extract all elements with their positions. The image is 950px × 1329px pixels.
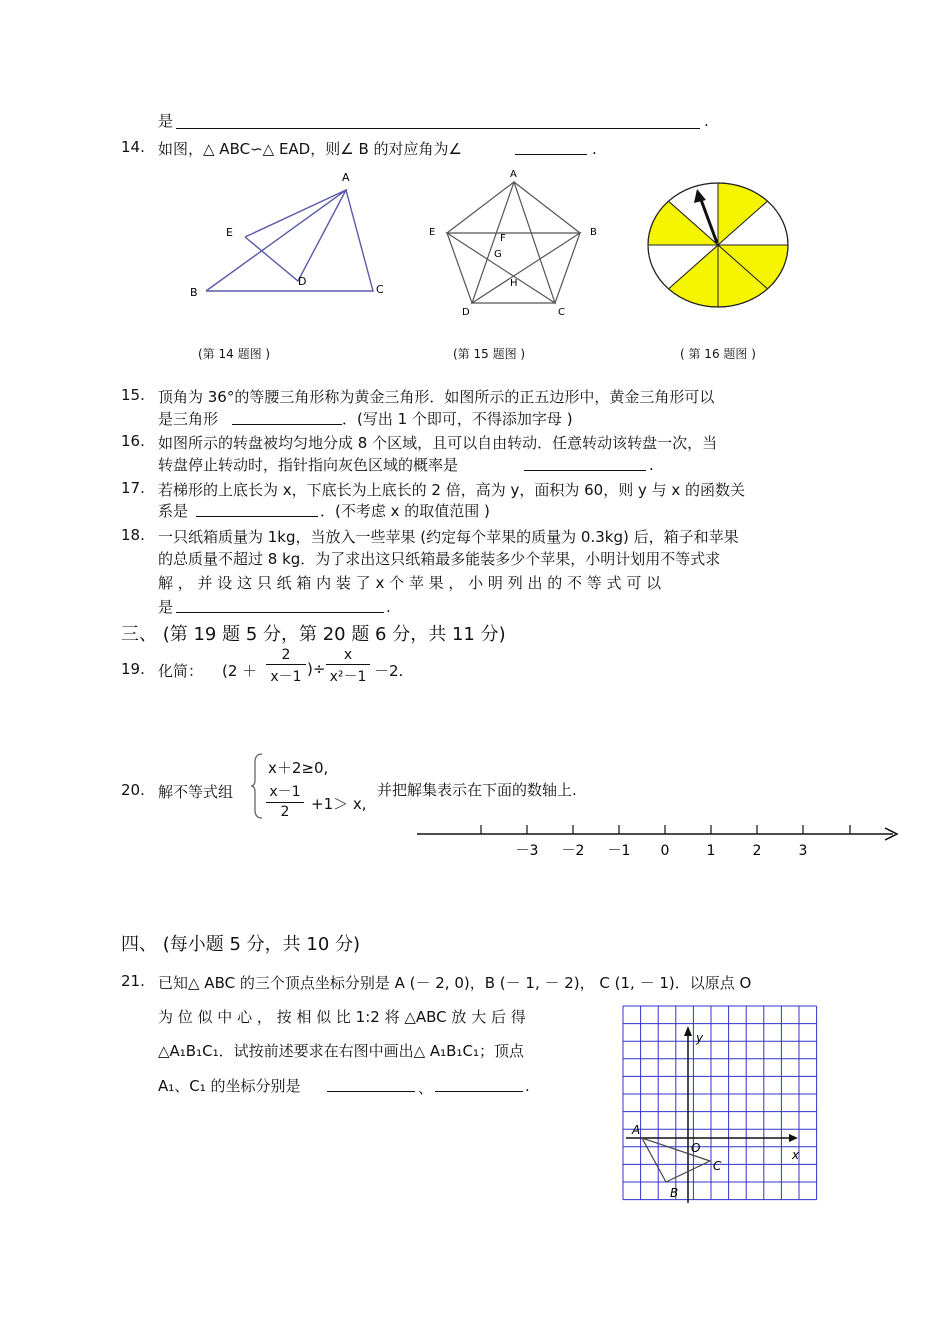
q21-number: 21. [121, 972, 145, 990]
q19-frac2-denominator: x²－1 [329, 669, 367, 685]
fig15-label-D: D [462, 307, 470, 318]
q21-answer-blank-a1[interactable] [327, 1091, 415, 1092]
q15-line2-suffix: ．(写出 1 个即可，不得添加字母 ) [342, 410, 573, 428]
q21-line4-sep: 、 [418, 1079, 434, 1097]
fig14-label-C: C [376, 283, 384, 296]
fig15-label-A: A [510, 169, 517, 180]
grid-label-C: C [713, 1159, 722, 1173]
q14-answer-blank[interactable] [515, 154, 587, 155]
q17-number: 17. [121, 479, 145, 497]
grid-label-A: A [632, 1123, 641, 1137]
q17-line2-suffix: ．(不考虑 x 的取值范围 ) [320, 502, 490, 520]
q18-line4-prefix: 是 [158, 598, 174, 616]
q21-line4-prefix: A₁、C₁ 的坐标分别是 [158, 1077, 301, 1095]
q21-answer-blank-c1[interactable] [435, 1091, 523, 1092]
q16-line2: 转盘停止转动时，指针指向灰色区域的概率是 [158, 456, 459, 474]
q19-label: 化简： [158, 662, 204, 680]
grid-label-O: O [691, 1141, 701, 1155]
q21-line3: △A₁B₁C₁．试按前述要求在右图中画出△ A₁B₁C₁；顶点 [158, 1042, 524, 1060]
fig14-caption: (第 14 题图 ) [198, 347, 271, 361]
figure-15 [420, 165, 610, 325]
q15-line2-prefix: 是三角形 [158, 410, 219, 428]
q17-line2-prefix: 系是 [158, 502, 189, 520]
fig14-label-E: E [226, 226, 233, 239]
q20-frac-numerator: x－1 [269, 784, 301, 800]
q13-prefix: 是 [158, 112, 174, 130]
q19-number: 19. [121, 660, 145, 678]
number-line-label: 2 [752, 843, 762, 859]
q18-answer-blank[interactable] [176, 612, 384, 613]
number-line-label: －2 [561, 843, 585, 859]
q19-close-div: )÷ [307, 660, 326, 678]
fig15-label-G: G [494, 249, 502, 260]
q20-inequality-1: x＋2≥0, [268, 759, 329, 777]
number-line-label: 1 [706, 843, 716, 859]
q20-instruction: 并把解集表示在下面的数轴上. [377, 781, 577, 799]
q14-text: 如图，△ ABC∽△ EAD，则∠ B 的对应角为∠ [158, 140, 462, 158]
number-line-label: －3 [515, 843, 539, 859]
fig15-label-H: H [510, 278, 518, 289]
number-line-label: 3 [798, 843, 808, 859]
q19-tail: －2. [374, 662, 404, 680]
fig15-caption: (第 15 题图 ) [453, 347, 526, 361]
q19-frac1-numerator: 2 [281, 647, 291, 663]
q17-answer-blank[interactable] [196, 516, 318, 517]
grid-label-x: x [792, 1148, 800, 1162]
grid-label-y: y [696, 1031, 704, 1045]
number-line-label: 0 [660, 843, 670, 859]
number-line-label: －1 [607, 843, 631, 859]
q19-fraction-2 [326, 647, 370, 686]
q20-frac-denominator: 2 [280, 804, 290, 820]
q21-line1: 已知△ ABC 的三个顶点坐标分别是 A (－ 2, 0)，B (－ 1, － 2)， C (1, － 1)．以原点 O [158, 974, 752, 992]
fig15-label-F: F [500, 233, 506, 244]
grid-label-B: B [670, 1186, 679, 1200]
q16-number: 16. [121, 432, 145, 450]
q16-line1: 如图所示的转盘被均匀地分成 8 个区域，且可以自由转动．任意转动该转盘一次，当 [158, 434, 718, 452]
q20-inequality-2-tail: +1＞ x, [311, 795, 367, 813]
q20-fraction [266, 781, 304, 820]
q20-label: 解不等式组 [158, 783, 234, 801]
figure-14 [180, 165, 400, 315]
q19-frac1-denominator: x－1 [270, 669, 302, 685]
section-3-heading: 三、 (第 19 题 5 分，第 20 题 6 分，共 11 分) [121, 624, 506, 645]
q16-suffix: . [649, 456, 654, 474]
q21-line2: 为 位 似 中 心 ， 按 相 似 比 1:2 将 △ABC 放 大 后 得 [158, 1008, 526, 1026]
q18-number: 18. [121, 526, 145, 544]
q21-line4-suffix: . [525, 1077, 530, 1095]
fig14-label-B: B [190, 286, 198, 299]
section-4-heading: 四、 (每小题 5 分，共 10 分) [121, 934, 361, 955]
q13-answer-blank[interactable] [176, 128, 700, 129]
q18-line1: 一只纸箱质量为 1kg，当放入一些苹果 (约定每个苹果的质量为 0.3kg) 后，箱子和苹果 [158, 528, 739, 546]
q14-number: 14. [121, 138, 145, 156]
q15-number: 15. [121, 386, 145, 404]
left-brace-icon [250, 752, 264, 820]
figure-16-spinner [640, 175, 800, 315]
fig14-label-A: A [342, 171, 350, 184]
q15-answer-blank[interactable] [232, 424, 342, 425]
q18-line4-suffix: . [386, 598, 391, 616]
number-line[interactable] [415, 820, 905, 870]
q17-line1: 若梯形的上底长为 x，下底长为上底长的 2 倍，高为 y，面积为 60，则 y 与 x 的函数关 [158, 481, 746, 499]
x-axis-arrow-icon [789, 1134, 798, 1142]
q19-frac2-numerator: x [343, 647, 353, 663]
y-axis-arrow-icon [684, 1026, 692, 1036]
q16-answer-blank[interactable] [524, 470, 646, 471]
q19-fraction-1 [266, 647, 306, 686]
fig14-label-D: D [298, 275, 307, 288]
q13-suffix: . [704, 112, 709, 130]
coordinate-grid[interactable] [620, 1004, 825, 1208]
q18-line3: 解 ， 并 设 这 只 纸 箱 内 装 了 x 个 苹 果 ， 小 明 列 出 的 不 等 式 可 以 [158, 574, 662, 592]
q18-line2: 的总质量不超过 8 kg．为了求出这只纸箱最多能装多少个苹果，小明计划用不等式求 [158, 550, 721, 568]
fig15-label-C: C [558, 307, 565, 318]
q14-suffix: . [592, 140, 597, 158]
fig16-caption: ( 第 16 题图 ) [680, 347, 756, 361]
q15-line1: 顶角为 36°的等腰三角形称为黄金三角形．如图所示的正五边形中，黄金三角形可以 [158, 388, 715, 406]
fig15-label-E: E [429, 227, 436, 238]
q20-number: 20. [121, 781, 145, 799]
fig15-label-B: B [590, 227, 597, 238]
q19-open: (2 ＋ [222, 662, 258, 680]
